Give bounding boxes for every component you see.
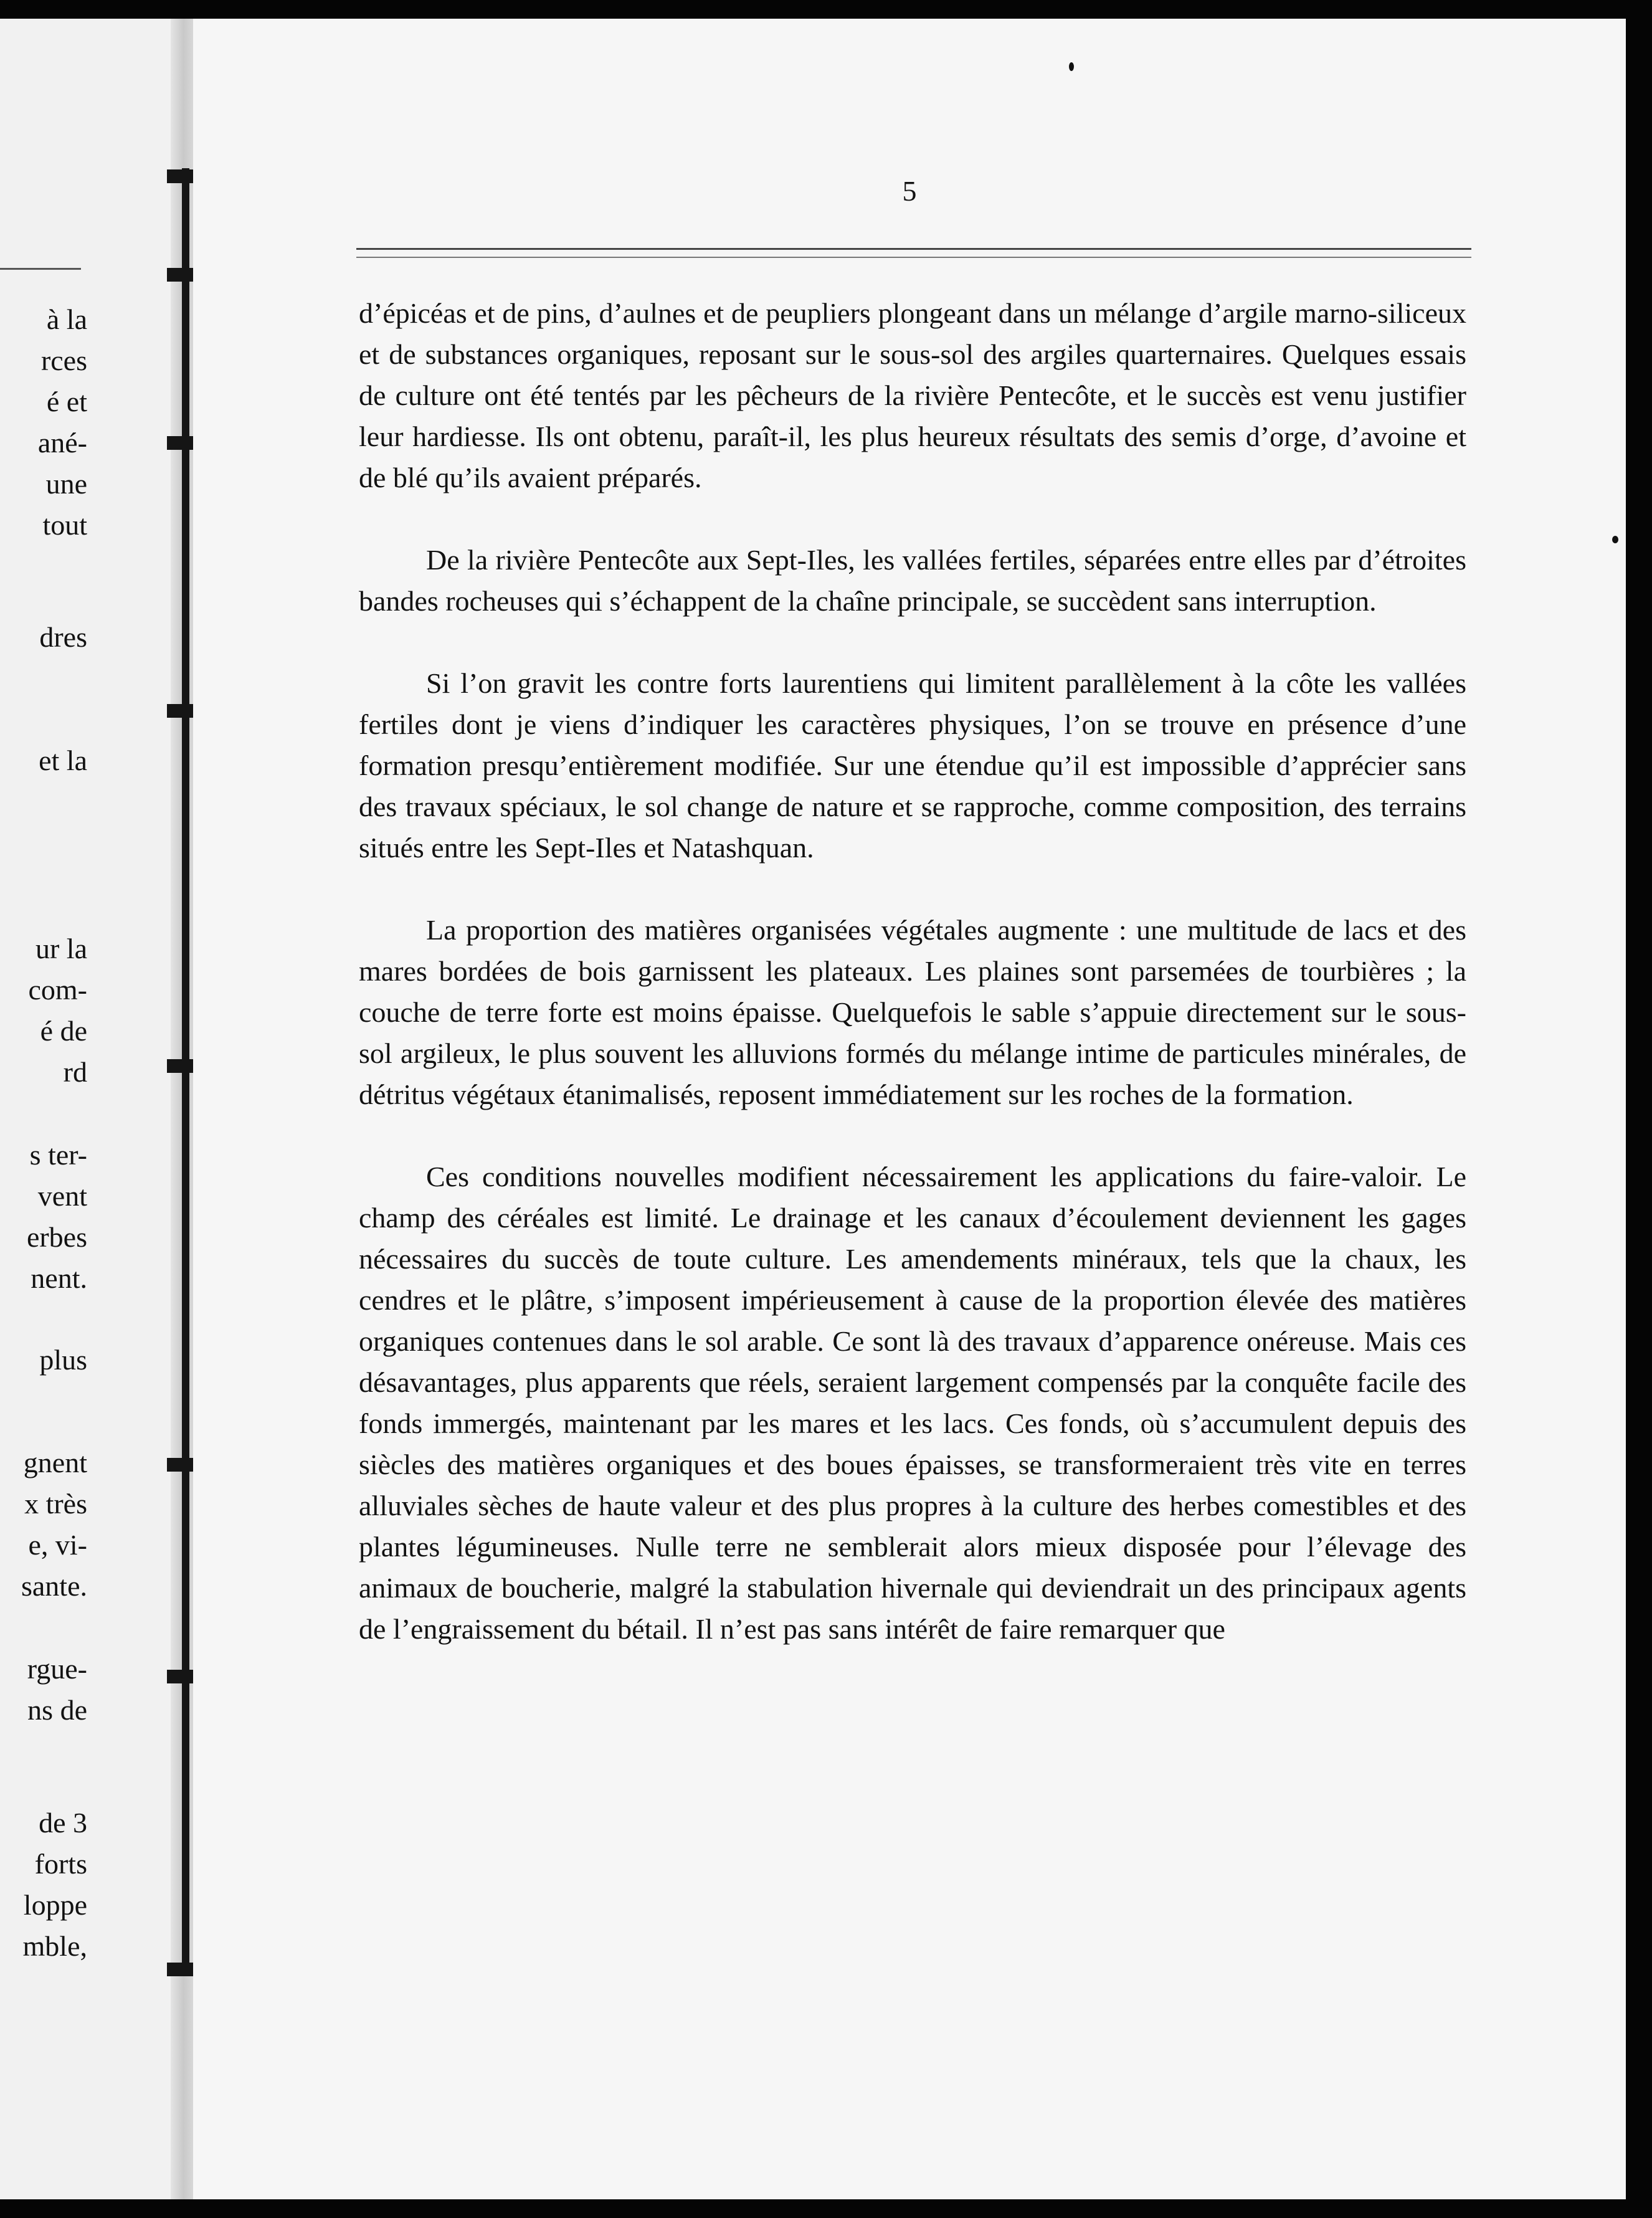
left-page-line: x très (24, 1488, 87, 1520)
left-page-line: rgue- (27, 1653, 87, 1685)
left-page-line: com- (28, 974, 87, 1006)
ink-speck (1612, 536, 1618, 543)
left-page-line: à la (46, 303, 87, 335)
left-page-line: une (45, 468, 87, 500)
left-page-line: tout (42, 509, 87, 541)
paragraph: De la rivière Pentecôte aux Sept-Iles, les vallées fertiles, séparées entre elles par d’étroites bandes rocheuses qui s’échappent de la chaîne principale, se succèdent sans interruption. (359, 544, 1466, 617)
left-page-line: erbes (26, 1221, 87, 1253)
left-page-line: gnent (23, 1447, 87, 1478)
paragraph: d’épicéas et de pins, d’aulnes et de peupliers plongeant dans un mélange d’argile marno-siliceux et de substances organiques, reposant sur le sous-sol des argiles quarternaires. Quelques essais de culture ont été tentés par les pêcheurs de la rivière Pentecôte, et le succès est venu justifier leur hardiesse. Ils ont obtenu, paraît-il, les plus heureux résultats des semis d’orge, d’avoine et de blé qu’ils avaient préparés. (359, 297, 1466, 493)
page-number: 5 (902, 175, 917, 207)
left-page-line: é et (46, 386, 87, 417)
ink-speck (1069, 62, 1074, 71)
right-page (193, 19, 1626, 2199)
left-page-line: s ter- (29, 1139, 87, 1171)
left-page-rule (0, 268, 81, 270)
left-page-line: sante. (21, 1570, 87, 1602)
left-page-line: plus (39, 1344, 87, 1376)
left-page-line: vent (37, 1180, 87, 1212)
header-rule (356, 257, 1471, 258)
left-page-line: ns de (27, 1694, 87, 1726)
left-page-line: rces (40, 345, 87, 376)
paragraph: Ces conditions nouvelles modifient nécessairement les applications du faire-valoir. Le champ des céréales est limité. Le drainage et les canaux d’écoulement deviennent les gages nécessaires du succès de toute culture. Les amendements minéraux, tels que la chaux, les cendres et le plâtre, s’imposent impérieusement à cause de la proportion élevée des matières organiques contenues dans le sol arable. Ce sont là des travaux d’apparence onéreuse. Mais ces désavantages, plus apparents que réels, seraient largement compensés par la conquête facile des fonds immergés, maintenant par les mares et les lacs. Ces fonds, où s’accumulent depuis des siècles des matières organiques et des boues épaisses, se transformeraient très vite en terres alluviales sèches de haute valeur et des plus propres à la culture des herbes comestibles et des plantes légumineuses. Nulle terre ne semblerait alors mieux disposée pour l’élevage des animaux de boucherie, malgré la stabulation hivernale qui deviendrait un des principaux agents de l’engraissement du bétail. Il n’est pas sans intérêt de faire remarquer que (359, 1161, 1466, 1645)
left-page-line: dres (39, 621, 87, 653)
left-page-line: ur la (35, 933, 87, 964)
paragraph: La proportion des matières organisées végétales augmente : une multitude de lacs et des mares bordées de bois garnissent les plateaux. Les plaines sont parsemées de tourbières ; la couche de terre forte est moins épaisse. Quelquefois le sable s’appuie directement sur le sous-sol argileux, le plus souvent les alluvions formés du mélange intime de particules minérales, de détritus végétaux étanimalisés, reposent immédiatement sur les roches de la formation. (359, 914, 1466, 1110)
paragraph: Si l’on gravit les contre forts laurentiens qui limitent parallèlement à la côte les vallées fertiles dont je viens d’indiquer les caractères physiques, l’on se trouve en présence d’une formation presqu’entièrement modifiée. Sur une étendue qu’il est impossible d’apprécier sans des travaux spéciaux, le sol change de nature et se rapproche, comme composition, des terrains situés entre les Sept-Iles et Natashquan. (359, 667, 1466, 864)
left-page-line: ané- (37, 427, 87, 459)
body-text (359, 293, 1466, 1691)
left-page-line: loppe (23, 1889, 87, 1921)
left-page-fragment (0, 19, 187, 2199)
left-page-line: e, vi- (28, 1529, 87, 1561)
left-page-line: forts (34, 1848, 87, 1880)
left-page-line: et la (39, 745, 87, 776)
left-page-line: mble, (22, 1930, 87, 1962)
header-rule (356, 248, 1471, 250)
left-page-line: de 3 (39, 1807, 87, 1839)
left-page-line: é de (40, 1015, 87, 1047)
left-page-line: nent. (31, 1262, 87, 1294)
left-page-line: rd (63, 1056, 87, 1088)
